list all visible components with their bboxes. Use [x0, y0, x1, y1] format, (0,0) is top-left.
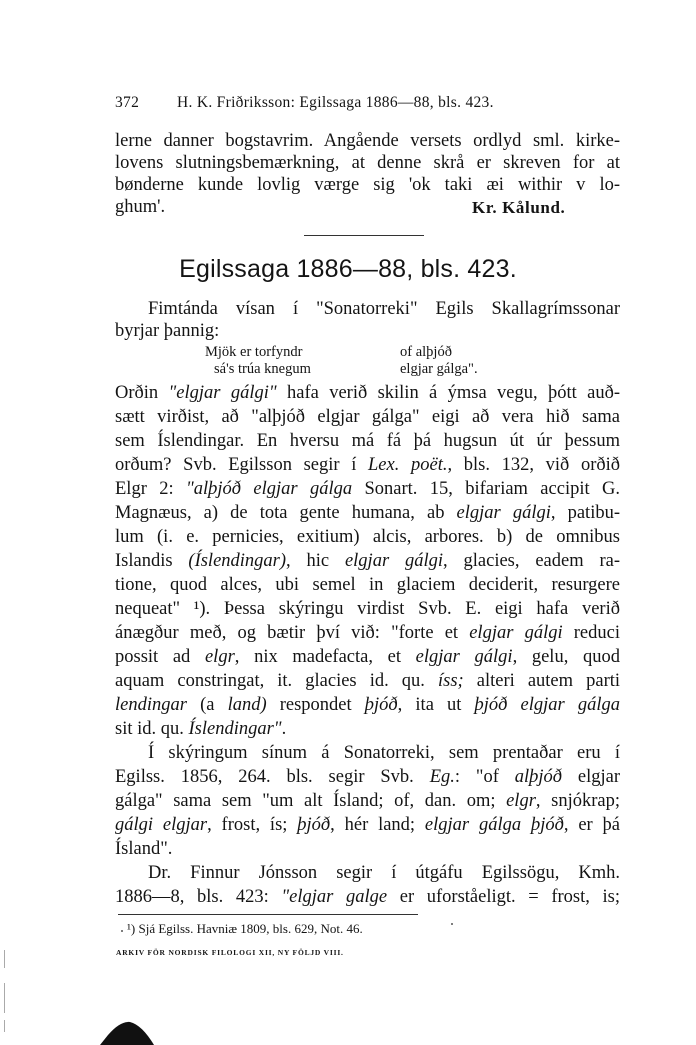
text-line: Dr. Finnur Jónsson segir í útgáfu Egilssögu, Kmh. — [148, 863, 620, 883]
text-line: byrjar þannig: — [115, 321, 220, 341]
text-line: Islandis (Íslendingar), hic elgjar gálgi, glacies, eadem ra- — [115, 551, 620, 571]
text-line: Egilss. 1856, 264. bls. segir Svb. Eg.: "of alþjóð elgjar — [115, 767, 620, 787]
scan-edge — [4, 950, 5, 968]
text-line: lerne danner bogstavrim. Angående versets ordlyd sml. kirke- — [115, 131, 620, 151]
text-line: orðum? Svb. Egilsson segir í Lex. poët., bls. 132, við orðið — [115, 455, 620, 475]
text-line: sem Íslendingar. En hversu má fá þá hugsun út úr þessum — [115, 431, 620, 451]
text-line: aquam constringat, it. glacies id. qu. íss; alteri autem parti — [115, 671, 621, 691]
footnote-divider — [118, 914, 418, 915]
text-line: Í skýringum sínum á Sonatorreki, sem prentaðar eru í — [148, 743, 620, 763]
verse-line: of alþjóð — [400, 344, 452, 360]
text-line: lendingar (a land) respondet þjóð, ita ut þjóð elgjar gálga — [115, 695, 620, 715]
running-title: H. K. Friðriksson: Egilssaga 1886—88, bls. 423. — [177, 94, 494, 111]
journal-imprint: ARKIV FÖR NORDISK FILOLOGI XII, NY FÖLJD VIII. — [116, 948, 344, 957]
text-line: Ísland". — [115, 839, 173, 859]
verse-line: elgjar gálga". — [400, 361, 478, 377]
text-line: ghum'. — [115, 197, 166, 217]
text-line: ánægður með, og bætir því við: "forte et elgjar gálgi reduci — [115, 623, 620, 643]
print-speck — [451, 923, 453, 925]
scan-edge — [4, 983, 5, 1013]
text-line: nequeat" ¹). Þessa skýringu virdist Svb. E. eigi hafa verið — [115, 599, 620, 619]
text-line: gálgi elgjar, frost, ís; þjóð, hér land; elgjar gálga þjóð, er þá — [115, 815, 620, 835]
scan-edge — [4, 1020, 5, 1032]
verse-line: Mjök er torfyndr — [205, 344, 303, 360]
text-line: Elgr 2: "alþjóð elgjar gálga Sonart. 15, bifariam accipit G. — [115, 479, 620, 499]
text-line: lovens slutningsbemærkning, at denne skrå er skreven for at — [115, 153, 620, 173]
text-line: lum (i. e. pernicies, exitium) alcis, arbores. b) de omnibus — [115, 527, 620, 547]
text-line: Orðin "elgjar gálgi" hafa verið skilin á ýmsa vegu, þótt auð- — [115, 383, 620, 403]
footnote: ¹) Sjá Egilss. Havniæ 1809, bls. 629, Not. 46. — [127, 921, 363, 936]
page-number: 372 — [115, 94, 140, 111]
print-speck — [121, 930, 123, 932]
section-divider — [304, 235, 424, 236]
text-line: 1886—8, bls. 423: "elgjar galge er uforståeligt. = frost, is; — [115, 887, 621, 907]
text-line: tione, quod alces, ubi semel in glaciem deciderit, resurgere — [115, 575, 620, 595]
text-line: Magnæus, a) de tota gente humana, ab elgjar gálgi, patibu- — [115, 503, 620, 523]
text-line: sætt virðist, að "alþjóð elgjar gálga" eigi að vera hið sama — [115, 407, 620, 427]
text-line: possit ad elgr, nix madefacta, et elgjar gálgi, gelu, quod — [115, 647, 620, 667]
text-line: Fimtánda vísan í "Sonatorreki" Egils Skallagrímssonar — [148, 299, 620, 319]
author-signature: Kr. Kålund. — [472, 198, 566, 217]
text-line: bønderne kunde lovlig værge sig 'ok taki æi withir v lo- — [115, 175, 620, 195]
text-line: sit id. qu. Íslendingar". — [115, 719, 287, 739]
verse-line: sá's trúa knegum — [214, 361, 311, 377]
ink-blot — [100, 1017, 154, 1045]
article-title: Egilssaga 1886—88, bls. 423. — [179, 255, 517, 283]
text-line: gálga" sama sem "um alt Ísland; of, dan. om; elgr, snjókrap; — [115, 791, 620, 811]
